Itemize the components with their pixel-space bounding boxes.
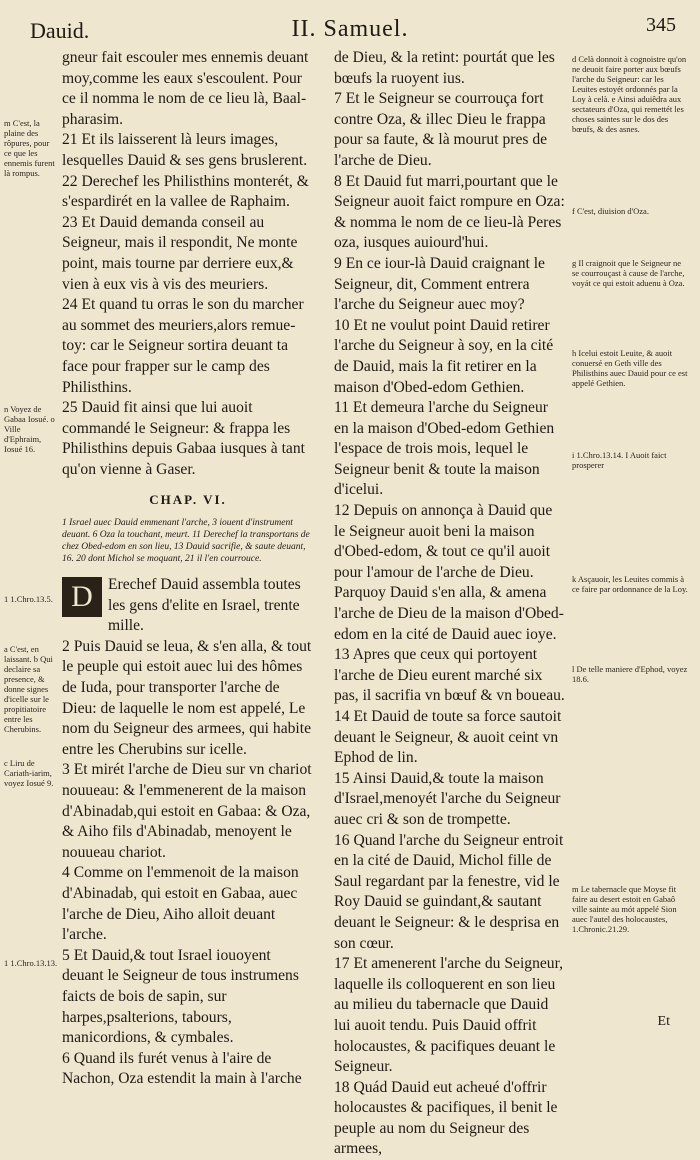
margin-note: k Asçauoir, les Leuites commis à ce faire par ordonnance de la Loy. — [572, 574, 688, 594]
verse: 16 Quand l'arche du Seigneur entroit en la cité de Dauid, Michol fille de Saul regardant par la fenestre, vid le Roy Dauid se guindant,& sautant deuant le Seigneur: & le desprisa en son cœur. — [334, 831, 564, 952]
margin-note: 1 1.Chro.13.13. — [4, 958, 58, 968]
verse: 3 Et mirét l'arche de Dieu sur vn chariot nouueau: & l'emmenerent de la maison d'Abinadab,qui estoit en Gabaa: & Oza, & Aiho fils d'Abinadab, menoyent le nouueau chariot. — [62, 761, 312, 861]
verse: 4 Comme on l'emmenoit de la maison d'Abinadab, qui estoit en Gabaa, auec l'arche de Dieu, Aiho alloit deuant l'arche. — [62, 864, 299, 944]
page-number: 345 — [646, 14, 676, 36]
margin-note: m Le tabernacle que Moyse fit faire au desert estoit en Gabaô ville sainte au mót appelé Sion auec l'autel des holocaustes, 1.Chronic.21.29. — [572, 884, 677, 934]
margin-note: f C'est, diuision d'Oza. — [572, 206, 649, 216]
verse: 10 Et ne voulut point Dauid retirer l'arche du Seigneur à soy, en la cité de Dauid, mais la fit retirer en la maison d'Obed-edom Gethien. — [334, 316, 554, 396]
margin-note: n Voyez de Gabaa Iosué. o Ville d'Ephraim, Iosué 16. — [4, 404, 55, 454]
margin-note: l De telle maniere d'Ephod, voyez 18.6. — [572, 664, 688, 684]
margin-note: a C'est, en laissant. b Qui declaire sa presence, & donne signes d'icelle sur le propitiatoire entre les Cherubins. — [4, 644, 53, 734]
verse: 17 Et amenerent l'arche du Seigneur, laquelle ils colloquerent en son lieu au milieu du tabernacle que Dauid lui auoit tendu. Puis Dauid offrit holocaustes, & pacifiques deuant le Seigneur. — [334, 955, 564, 1076]
verse: 11 Et demeura l'arche du Seigneur en la maison d'Obed-edom Gethien l'espace de trois mois, lequel le Seigneur benit & toute la maison d'icelui. — [334, 399, 555, 499]
verse: 13 Apres que ceux qui portoyent l'arche de Dieu eurent marché six pas, il sacrifia vn bœuf & vn boueau. — [334, 646, 565, 705]
verse: 22 Derechef les Philisthins monterét, & s'espardirét en la vallee de Raphaim. — [62, 172, 309, 211]
chapter-heading: CHAP. VI. — [149, 492, 227, 508]
running-head-left: Dauid. — [30, 18, 90, 43]
chapter-summary: 1 Israel auec Dauid emmenant l'arche, 3 iouent d'instrument deuant. 6 Oza la touchant, meurt. 11 Derechef la transportans de chez Obed-edom en son lieu, 13 Dauid sacrifie, & saute deuant, 16. 20 dont Michol se moquant, 21 il l'en courrouce. — [62, 518, 310, 565]
margin-note: m C'est, la plaine des rôpures, pour ce que les ennemis furent là rompus. — [4, 118, 55, 178]
verse: de Dieu, & la retint: pourtát que les bœufs la ruoyent ius. — [334, 49, 555, 87]
verse: 9 En ce iour-là Dauid craignant le Seigneur, dit, Comment entrera l'arche du Seigneur auec moy? — [334, 254, 545, 314]
margin-note: d Celà donnoit à cognoistre qu'on ne deuoit faire porter aux bœufs l'arche du Seigneur: car les Leuites estoyét ordonnés par la Loy à celà. e Ainsi aduiêdra aux sectateurs d'Oza, qui remettét les choses saintes sur le dos des bœufs, & des asnes. — [572, 54, 687, 134]
dropcap: D — [62, 577, 102, 617]
chapter-opening — [62, 575, 314, 637]
verse: 21 Et ils laisserent là leurs images, lesquelles Dauid & ses gens bruslerent. — [62, 131, 308, 169]
verse: gneur fait escouler mes ennemis deuant moy,comme les eaux s'escoulent. Pour ce il nomma le nom de ce lieu là, Baal-pharasim. — [62, 49, 309, 128]
catchword: Et — [657, 1014, 670, 1029]
running-head-center: II. Samuel. — [291, 16, 409, 42]
verse: 24 Et quand tu orras le son du marcher au sommet des meuriers,alors remue-toy: car le Seigneur sortira deuant ta face pour frapper sur le camp des Philisthins. — [62, 296, 304, 396]
verse: 7 Et le Seigneur se courrouça fort contre Oza, & illec Dieu le frappa pour sa faute, & là mourut pres de l'arche de Dieu. — [334, 90, 548, 169]
verse: 14 Et Dauid de toute sa force sautoit deuant le Seigneur, & auoit ceint vn Ephod de lin. — [334, 708, 562, 767]
left-column — [62, 48, 314, 1090]
margin-note: c Liru de Cariath-iarim, voyez Iosué 9. — [4, 758, 54, 788]
margin-note: i 1.Chro.13.14. I Auoit faict prosperer — [572, 450, 667, 470]
margin-note: g Il craignoit que le Seigneur ne se courrouçast à cause de l'arche, voyát ce qui estoit aduenu à Oza. — [572, 258, 685, 288]
margin-note: 1 1.Chro.13.5. — [4, 594, 53, 604]
verse: 12 Depuis on annonça à Dauid que le Seigneur auoit beni la maison d'Obed-edom, & tout ce qu'il auoit pour l'amour de l'arche de Dieu. Parquoy Dauid s'en alla, & amena l'arche de Dieu de la maison d'Obed-edom en la cité de Dauid auec ioye. — [334, 502, 564, 643]
verse: 2 Puis Dauid se leua, & s'en alla, & tout le peuple qui estoit auec lui des hômes de Iuda, pour transporter l'arche de Dieu: de laquelle le nom est appelé, Le nom du Seigneur des armees, qui habite entre les Cherubins sur icelle. — [62, 637, 312, 758]
verse: 23 Et Dauid demanda conseil au Seigneur, mais il respondit, Ne monte point, mais tourne par derriere eux,& vien à eux vis à vis des meuriers. — [62, 213, 298, 293]
verse: 25 Dauid fit ainsi que lui auoit commandé le Seigneur: & frappa les Philisthins depuis Gabaa iusques à tant qu'on vienne à Gaser. — [62, 399, 305, 478]
verse: 18 Quád Dauid eut acheué d'offrir holocaustes & pacifiques, il benit le peuple au nom du Seigneur des armees, — [334, 1078, 558, 1158]
right-column — [334, 48, 566, 1160]
verse: 15 Ainsi Dauid,& toute la maison d'Israel,menoyét l'arche du Seigneur auec cri & son de trompette. — [334, 769, 561, 828]
verse: 8 Et Dauid fut marri,pourtant que le Seigneur auoit faict rompure en Oza: & nomma le nom de ce lieu-là Peres oza, iusques auiourd'hui. — [334, 172, 565, 252]
opening-text: Erechef Dauid assembla toutes les gens d'elite en Israel, trente mille. — [108, 576, 301, 635]
verse: 6 Quand ils furét venus à l'aire de Nachon, Oza estendit la main à l'arche — [62, 1049, 302, 1088]
margin-note: h Icelui estoit Leuite, & auoit conuersé en Geth ville des Philisthins auec Dauid pour ce est appelé Gethien. — [572, 348, 688, 388]
verse: 5 Et Dauid,& tout Israel iouoyent deuant le Seigneur de tous instrumens faicts de bois de sapin, sur harpes,psalterions, tabours, manicordions, & cymbales. — [62, 946, 299, 1047]
